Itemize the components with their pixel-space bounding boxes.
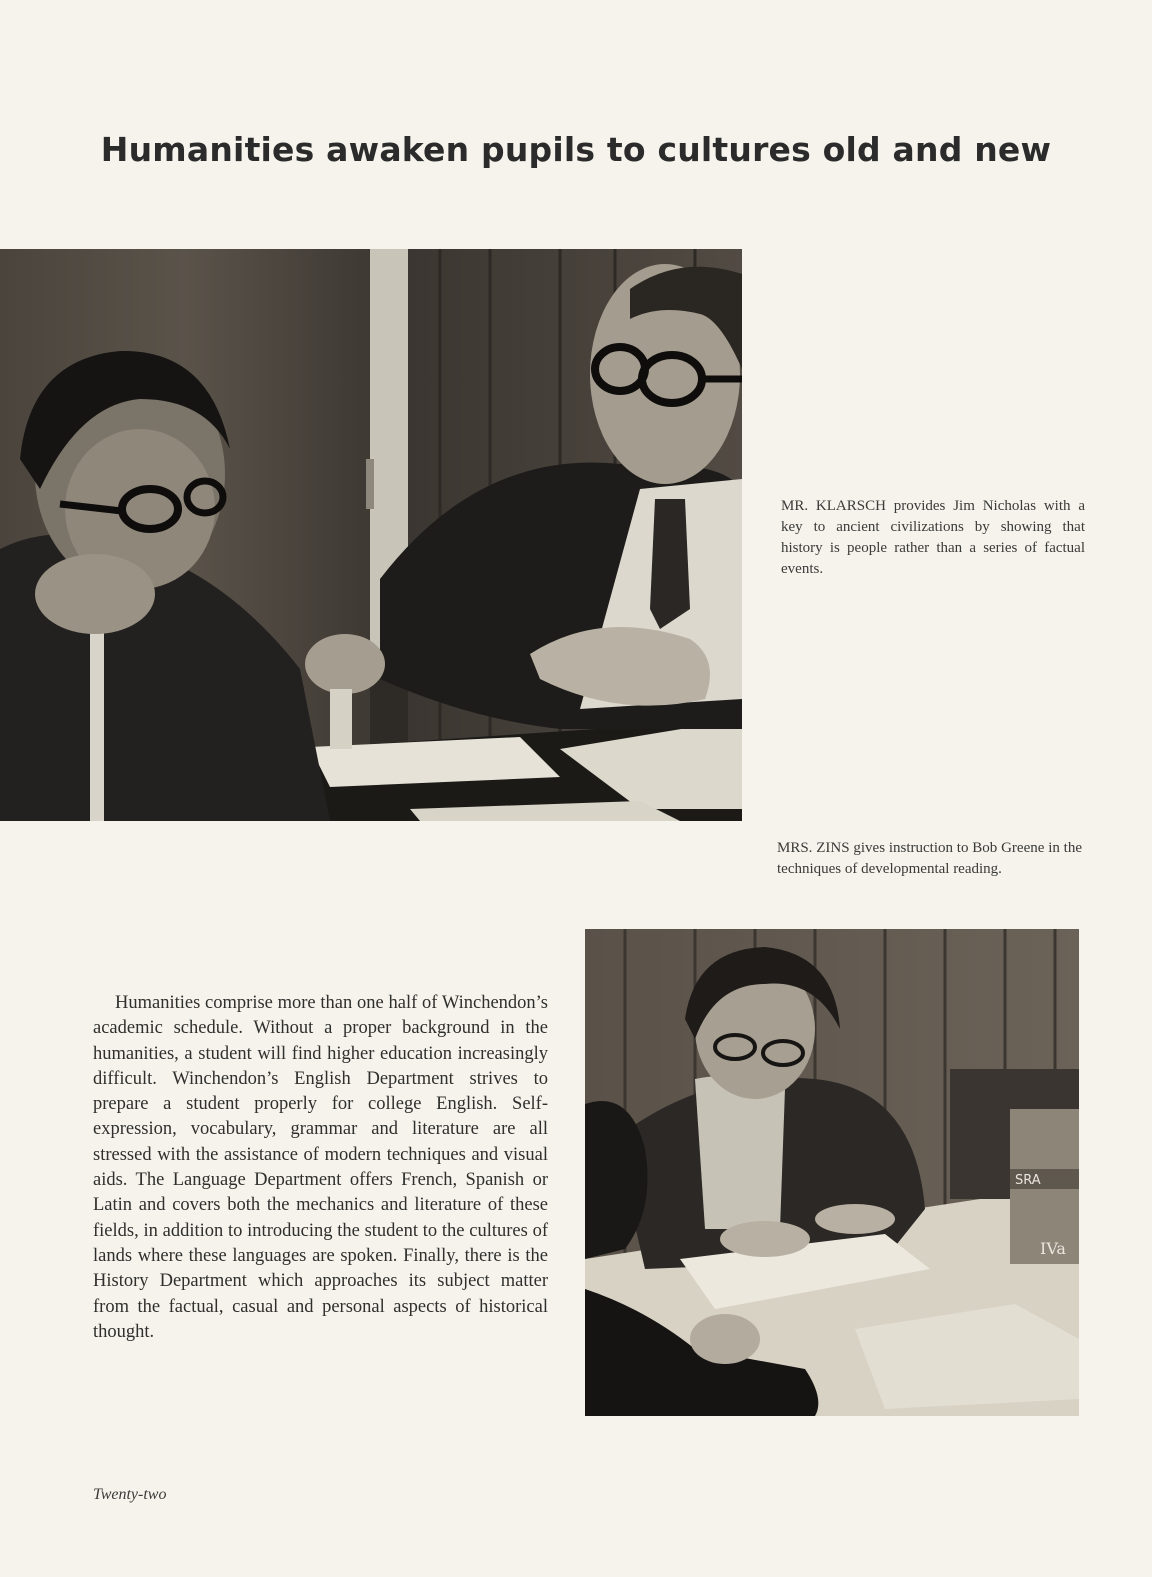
- photo-2-image: [585, 929, 1079, 1416]
- caption-zins: MRS. ZINS gives instruction to Bob Greene in the techniques of developmental reading.: [777, 840, 1082, 877]
- page-number: Twenty-two: [93, 1486, 167, 1503]
- caption-klarsch: MR. KLARSCH provides Jim Nicholas with a key to ancient civilizations by showing that history is people rather than a series of factual events.: [781, 498, 1085, 577]
- photo-1-image: [0, 249, 742, 821]
- body-text: Humanities comprise more than one half of Winchendon’s academic schedule. Without a proper background in the humanities, a student will find higher education increasingly difficult. Winchendon’s English Department strives to prepare a student properly for college English. Self-expression, vocabulary, grammar and literature are all stressed with the assistance of modern techniques and visual aids. The Language Department offers French, Spanish or Latin and covers both the mechanics and literature of these fields, in addition to introducing the student to the cultures of lands where these languages are spoken. Finally, there is the History Department which approaches its subject matter from the factual, casual and personal aspects of historical thought.: [93, 993, 548, 1342]
- photo-teacher-reading: [585, 929, 1079, 1416]
- sra-box-level: IVa: [1040, 1239, 1066, 1258]
- page-title: Humanities awaken pupils to cultures old and new: [100, 130, 1052, 169]
- photo-teacher-and-student: [0, 249, 742, 821]
- sra-box-label: SRA: [1015, 1173, 1041, 1188]
